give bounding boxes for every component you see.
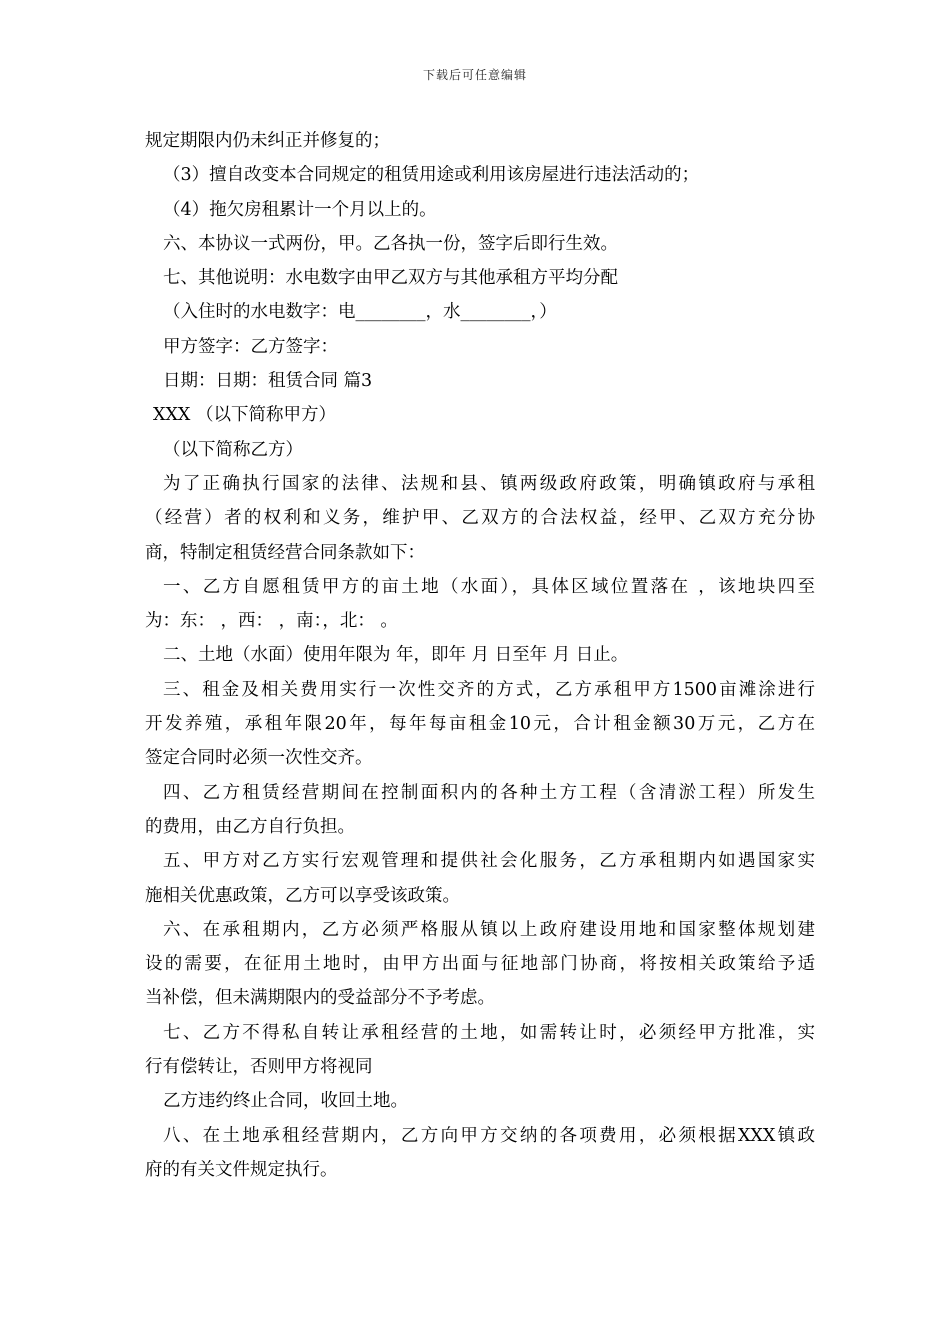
text-line: 施相关优惠政策，乙方可以享受该政策。 — [145, 885, 460, 906]
text-line: （经营）者的权利和义务，维护甲、乙双方的合法权益，经甲、乙双方充分协 — [145, 508, 815, 529]
text-line: （3）擅自改变本合同规定的租赁用途或利用该房屋进行违法活动的； — [163, 165, 700, 186]
page-header: 下载后可任意编辑 — [422, 68, 527, 82]
text-line: 设的需要，在征用土地时，由甲方出面与征地部门协商，将按相关政策给予适 — [145, 954, 815, 975]
text-line: 为了正确执行国家的法律、法规和县、镇两级政府政策，明确镇政府与承租 — [163, 473, 815, 494]
text-line: 规定期限内仍未纠正并修复的； — [145, 131, 390, 151]
text-line: 乙方违约终止合同，收回土地。 — [163, 1091, 408, 1112]
text-line: 四、乙方租赁经营期间在控制面积内的各种土方工程（含清淤工程）所发生 — [163, 782, 815, 803]
text-line: （入住时的水电数字：电________，水________，） — [163, 302, 557, 323]
text-line: （4）拖欠房租累计一个月以上的。 — [163, 199, 437, 220]
text-line: 八、在土地承租经营期内，乙方向甲方交纳的各项费用，必须根据XXX镇政 — [163, 1125, 815, 1146]
text-line: 行有偿转让，否则甲方将视同 — [145, 1057, 373, 1078]
text-line: 为：东： ，西： ，南：，北： 。 — [145, 611, 398, 632]
text-line: 的费用，由乙方自行负担。 — [145, 816, 355, 837]
text-line: 当补偿，但未满期限内的受益部分不予考虑。 — [145, 988, 495, 1009]
text-line: 一、乙方自愿租赁甲方的亩土地（水面），具体区域位置落在 ，该地块四至 — [163, 576, 815, 597]
text-line: 签定合同时必须一次性交齐。 — [145, 748, 373, 769]
text-line: （以下简称乙方） — [163, 439, 303, 460]
text-line: 六、在承租期内，乙方必须严格服从镇以上政府建设用地和国家整体规划建 — [163, 919, 815, 940]
text-line: 府的有关文件规定执行。 — [145, 1159, 338, 1180]
text-line: 二、土地（水面）使用年限为 年，即年 月 日至年 月 日止。 — [163, 645, 629, 666]
text-line: 七、其他说明：水电数字由甲乙双方与其他承租方平均分配 — [163, 268, 618, 289]
text-line: 五、甲方对乙方实行宏观管理和提供社会化服务，乙方承租期内如遇国家实 — [163, 851, 815, 872]
text-line: 商，特制定租赁经营合同条款如下： — [145, 542, 425, 563]
text-line: 七、乙方不得私自转让承租经营的土地，如需转让时，必须经甲方批准，实 — [163, 1022, 815, 1043]
text-line: 日期：日期：租赁合同 篇3 — [163, 371, 373, 392]
text-line: XXX （以下简称甲方） — [153, 405, 336, 426]
text-line: 甲方签字：乙方签字： — [163, 336, 338, 357]
document-body — [145, 124, 815, 1187]
text-line: 六、本协议一式两份，甲。乙各执一份，签字后即行生效。 — [163, 233, 618, 254]
text-line: 三、租金及相关费用实行一次性交齐的方式，乙方承租甲方1500亩滩涂进行 — [163, 679, 815, 700]
text-line: 开发养殖，承租年限20年，每年每亩租金10元，合计租金额30万元，乙方在 — [145, 714, 815, 735]
